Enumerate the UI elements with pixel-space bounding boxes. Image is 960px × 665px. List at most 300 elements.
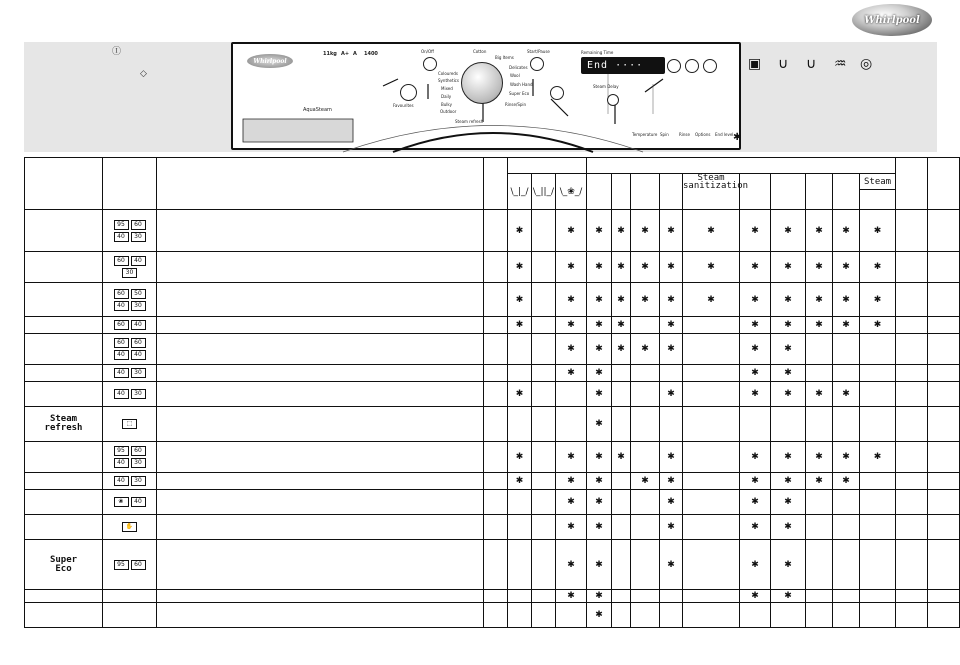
option-cell [660,590,683,603]
load-cell [484,283,508,317]
care-symbol: 40 [114,476,129,486]
option-cell [532,590,556,603]
extra-cell [928,283,960,317]
option-cell: ✱ [771,590,806,603]
on-off-button[interactable] [423,57,437,71]
option-cell: ✱ [860,442,896,473]
load-cell [484,210,508,252]
option-cell [806,407,833,442]
tub-icon-2: \_||_/ [532,174,556,210]
care-symbol: 95 [114,560,129,570]
extra-cell [896,540,928,590]
load-cell [484,603,508,628]
extra-cell [896,283,928,317]
extra-cell [896,603,928,628]
start-pause-button[interactable] [530,57,544,71]
extra-cell [928,365,960,382]
load-cell [484,515,508,540]
option-cell [860,515,896,540]
opt-rinse: Rinse [679,132,690,137]
option-cell: ✱ [508,210,532,252]
option-cell: ✱ [508,252,532,283]
option-cell: ✱ [771,515,806,540]
start-label: Start/Pause [527,49,550,54]
wash-class: A [353,51,357,57]
description [157,317,484,334]
option-cell [631,365,660,382]
care-symbol: 30 [131,232,146,242]
program-name [25,590,103,603]
extra-cell [928,540,960,590]
option-cell [508,365,532,382]
extra-cell [896,382,928,407]
steam-marker-icon: ✱ [733,132,742,143]
option-cell: ✱ [508,317,532,334]
opt-options: Options [695,132,711,137]
option-cell: ✱ [771,317,806,334]
option-cell: ✱ [833,473,860,490]
care-symbol: 60 [114,338,129,348]
option-knob-1[interactable] [667,59,681,73]
steam-delay-button[interactable] [550,86,564,100]
care-symbol: 60 [114,256,129,266]
option-cell: ✱ [833,252,860,283]
program-name [25,252,103,283]
option-cell [532,442,556,473]
option-cell: ✱ [508,382,532,407]
care-symbol: 95 [114,220,129,230]
option-cell: ✱ [740,210,771,252]
description [157,515,484,540]
energy-class: A+ [341,51,350,57]
option-cell [508,540,532,590]
option-cell [612,382,631,407]
power-note-icon: Ⓘ [112,47,122,57]
option-cell [806,603,833,628]
option-cell: ✱ [660,334,683,365]
option-cell: ✱ [556,490,587,515]
option-cell [612,515,631,540]
option-cell [740,603,771,628]
option-cell [631,442,660,473]
care-symbols [103,283,157,317]
option-cell: ✱ [556,317,587,334]
prog-delicates: Delicates [509,65,528,70]
option-cell: ✱ [683,252,740,283]
description [157,283,484,317]
care-symbols [103,365,157,382]
load-cell [484,490,508,515]
option-cell [806,590,833,603]
care-symbols [103,490,157,515]
option-cell [508,334,532,365]
care-symbol: 40 [131,256,146,266]
option-cell: ✱ [587,407,612,442]
extra-cell [896,317,928,334]
prog-daily: Daily [441,94,452,99]
program-row [25,590,960,603]
option-cell: ✱ [612,317,631,334]
option-cell: ✱ [508,442,532,473]
option-cell [860,407,896,442]
option-cell [683,317,740,334]
option-cell [612,490,631,515]
aquasteam-label: AquaSteam [303,107,332,113]
program-row [25,283,960,317]
prog-rinse-spin: Rinse/Spin [505,102,527,107]
extra-cell [928,407,960,442]
extra-cell [928,252,960,283]
care-symbols [103,334,157,365]
option-cell: ✱ [860,252,896,283]
option-cell [683,540,740,590]
load-cell [484,590,508,603]
option-cell [532,365,556,382]
option-cell [806,334,833,365]
prog-bulky: Bulky [441,102,452,107]
program-row [25,473,960,490]
description [157,382,484,407]
care-symbol: 30 [131,301,146,311]
care-symbol: 30 [131,389,146,399]
option-cell: ✱ [556,590,587,603]
description [157,540,484,590]
extra-cell [928,382,960,407]
extra-cell [896,252,928,283]
favourites-label: Favourites [393,103,414,108]
prewash-icon: ▣ [748,56,762,72]
option-cell: ✱ [740,334,771,365]
option-cell [631,540,660,590]
care-symbol: 40 [114,458,129,468]
care-symbols [103,317,157,334]
program-name [25,317,103,334]
extra-cell [928,334,960,365]
program-table [24,157,960,628]
option-cell: ✱ [740,252,771,283]
option-cell: ✱ [587,334,612,365]
description [157,603,484,628]
program-row [25,515,960,540]
program-name: Steam refresh [25,407,103,442]
option-cell: ✱ [771,490,806,515]
option-cell [532,473,556,490]
extra-cell [928,515,960,540]
option-cell [532,407,556,442]
option-cell [556,603,587,628]
brand-logo-text: Whirlpool [864,14,920,26]
care-symbol: 40 [114,301,129,311]
care-symbols [103,540,157,590]
extra-cell [928,210,960,252]
option-cell [631,515,660,540]
care-symbols [103,407,157,442]
option-knob-3[interactable] [703,59,717,73]
option-cell [631,382,660,407]
load-cell [484,442,508,473]
option-cell [833,590,860,603]
option-cell: ✱ [860,210,896,252]
option-cell [683,382,740,407]
opt-spin: Spin [660,132,669,137]
care-symbols [103,590,157,603]
opt-end-level: End level [715,132,734,137]
care-symbol: 60 [114,320,129,330]
program-row [25,603,960,628]
program-row [25,365,960,382]
option-cell [660,603,683,628]
program-name: Super Eco [25,540,103,590]
option-cell: ✱ [556,252,587,283]
option-cell [612,407,631,442]
option-cell: ✱ [556,515,587,540]
option-cell: ✱ [740,515,771,540]
care-symbols [103,210,157,252]
extra-cell [928,590,960,603]
option-cell: ✱ [556,473,587,490]
option-cell [532,540,556,590]
panel-logo-text: Whirlpool [253,57,287,65]
on-off-label: On/Off [421,49,434,54]
option-cell [612,540,631,590]
option-cell: ✱ [806,473,833,490]
program-name [25,490,103,515]
option-cell: ✱ [740,490,771,515]
option-cell [860,540,896,590]
load-cell [484,407,508,442]
program-row [25,442,960,473]
option-cell [806,490,833,515]
option-cell [860,473,896,490]
load-cell [484,382,508,407]
option-cell: ✱ [771,442,806,473]
care-symbols [103,473,157,490]
extra-cell [928,490,960,515]
option-cell: ✱ [771,252,806,283]
extra-cell [896,210,928,252]
option-cell: ✱ [806,442,833,473]
option-cell [532,515,556,540]
care-symbol: 60 [114,289,129,299]
prog-synthetics: Synthetics [438,78,459,83]
option-cell: ✱ [833,210,860,252]
option-cell: ✱ [587,442,612,473]
option-cell [683,603,740,628]
load-cell [484,540,508,590]
shower-icon: ♒ [834,56,847,72]
option-cell [612,603,631,628]
option-cell: ✱ [612,334,631,365]
program-row [25,252,960,283]
option-cell [631,590,660,603]
option-cell: ✱ [587,252,612,283]
option-cell [532,490,556,515]
description [157,210,484,252]
program-row [25,210,960,252]
care-symbol: 60 [131,220,146,230]
option-cell [833,407,860,442]
option-cell [683,442,740,473]
care-symbol: 60 [131,446,146,456]
option-cell: ✱ [631,283,660,317]
option-cell: ✱ [806,210,833,252]
program-name [25,334,103,365]
option-cell: ✱ [631,210,660,252]
option-cell: ✱ [556,334,587,365]
prog-wash-hand: Wash Hand [510,82,533,87]
option-cell [631,317,660,334]
steam-header: Steam [860,174,896,190]
option-cell: ✱ [660,442,683,473]
option-cell: ✱ [740,365,771,382]
option-cell: ✱ [660,515,683,540]
prog-mixed: Mixed [441,86,453,91]
option-cell: ✱ [860,317,896,334]
option-cell: ✱ [740,382,771,407]
option-cell [771,603,806,628]
delay-button[interactable] [607,94,619,106]
extra-cell [928,317,960,334]
favourites-button[interactable] [400,84,417,101]
steam-sanitization-header: Steam sanitization [683,174,740,210]
program-name [25,442,103,473]
option-knob-2[interactable] [685,59,699,73]
program-row [25,334,960,365]
option-cell [532,210,556,252]
option-cell: ✱ [806,252,833,283]
option-cell: ✱ [660,490,683,515]
program-row [25,490,960,515]
option-cell: ✱ [631,252,660,283]
option-cell [556,382,587,407]
care-symbol: 40 [131,350,146,360]
care-symbol: 40 [114,232,129,242]
care-symbols [103,382,157,407]
extra-cell [928,603,960,628]
program-row [25,407,960,442]
prog-outdoor: Outdoor [440,109,457,114]
extra-cell [928,442,960,473]
option-cell: ✱ [771,210,806,252]
tub-icon-3: \_❀_/ [556,174,587,210]
display-dots: ···· [615,60,644,71]
opt-temperature: Temperature [632,132,658,137]
program-name [25,283,103,317]
program-dial[interactable] [461,62,503,104]
description [157,442,484,473]
tub-double-icon: ∪ [806,56,817,72]
display-text: End [587,60,609,71]
display [581,57,665,74]
option-cell [833,540,860,590]
option-cell [683,407,740,442]
load-cell [484,252,508,283]
option-cell [612,473,631,490]
option-cell [860,490,896,515]
option-cell [660,407,683,442]
option-cell: ✱ [740,473,771,490]
option-cell: ✱ [587,365,612,382]
description [157,473,484,490]
description [157,252,484,283]
option-cell: ✱ [771,334,806,365]
option-cell [860,382,896,407]
option-cell [683,334,740,365]
option-cell [683,490,740,515]
option-cell: ✱ [612,283,631,317]
option-cell: ✱ [587,382,612,407]
energy-capacity: 11kg [323,51,337,57]
option-cell [683,473,740,490]
load-cell [484,473,508,490]
option-cell: ✱ [806,382,833,407]
option-cell: ✱ [556,210,587,252]
program-name [25,210,103,252]
care-symbol: 30 [131,368,146,378]
option-cell [532,252,556,283]
option-cell [508,590,532,603]
care-symbol: ✋ [122,522,137,532]
steam-delay-label: Steam Delay [593,84,619,89]
option-cell [683,365,740,382]
option-cell [532,334,556,365]
option-cell [532,317,556,334]
option-cell: ✱ [660,473,683,490]
option-cell: ✱ [612,210,631,252]
option-cell [833,334,860,365]
care-symbol: 30 [131,476,146,486]
option-cell [683,515,740,540]
option-cell: ✱ [612,252,631,283]
option-cell: ✱ [556,283,587,317]
option-cell: ✱ [833,442,860,473]
care-symbols [103,603,157,628]
extra-cell [896,590,928,603]
option-cell [683,590,740,603]
option-cell [508,515,532,540]
option-cell [508,490,532,515]
extra-cell [896,490,928,515]
option-cell: ✱ [587,210,612,252]
care-symbols [103,442,157,473]
care-symbol: 40 [114,389,129,399]
option-cell: ✱ [740,540,771,590]
option-cell: ✱ [683,283,740,317]
care-symbol: 30 [122,268,137,278]
extra-cell [896,515,928,540]
option-cell [508,603,532,628]
extra-cell [928,473,960,490]
prog-big-items: Big Items [495,55,514,60]
option-cell [860,365,896,382]
option-cell [860,590,896,603]
option-cell: ✱ [587,317,612,334]
option-cell [833,603,860,628]
extra-cell [896,334,928,365]
option-cell: ✱ [860,283,896,317]
description [157,407,484,442]
option-cell: ✱ [587,540,612,590]
option-cell [806,540,833,590]
extra-cell [896,407,928,442]
option-cell: ✱ [631,334,660,365]
prog-cotton: Cotton [473,49,487,54]
program-name [25,382,103,407]
option-cell: ✱ [771,540,806,590]
care-symbol: 30 [131,458,146,468]
option-cell [612,590,631,603]
care-symbol: 40 [114,350,129,360]
